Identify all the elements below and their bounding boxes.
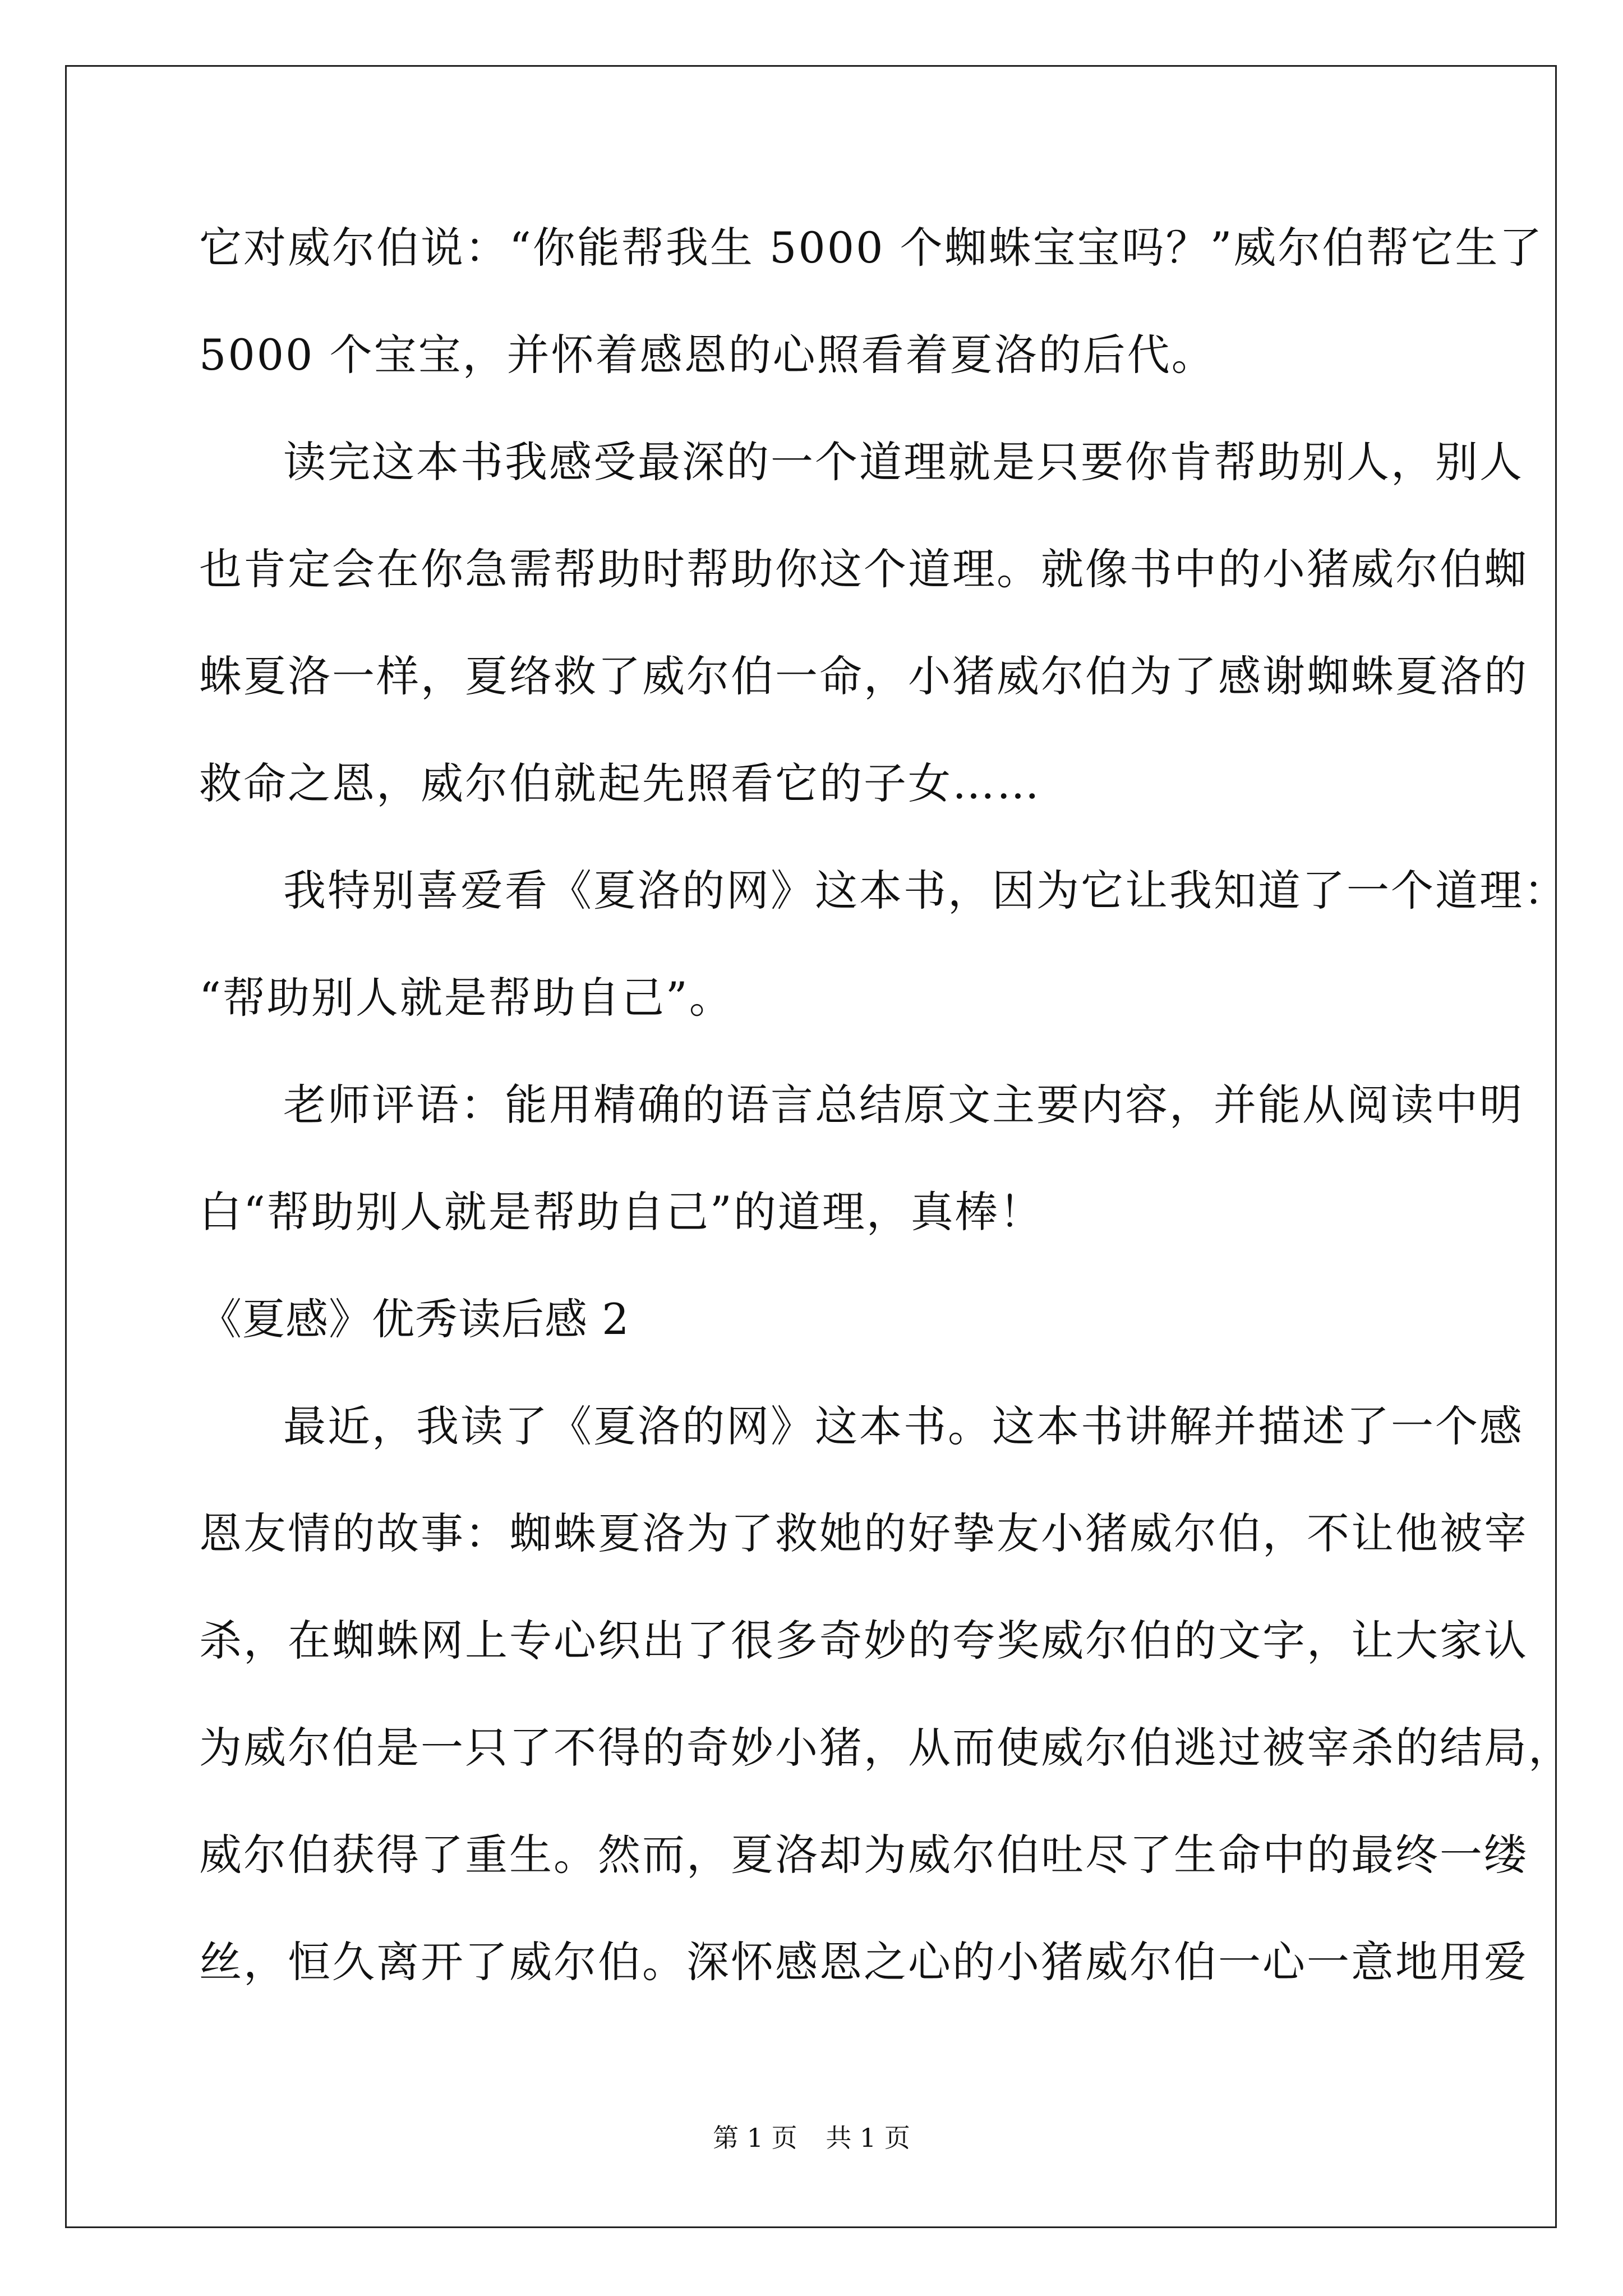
text-line: 恩友情的故事：蜘蛛夏洛为了救她的好挚友小猪威尔伯，不让他被宰 [199,1508,1528,1558]
paragraph-start: 读完这本书我感受最深的一个道理就是只要你肯帮助别人，别人 [283,437,1524,487]
text-line: 杀，在蜘蛛网上专心织出了很多奇妙的夸奖威尔伯的文字，让大家认 [199,1616,1528,1665]
section-heading: 《夏感》优秀读后感 2 [199,1294,630,1344]
paragraph-start: 最近，我读了《夏洛的网》这本书。这本书讲解并描述了一个感 [283,1401,1524,1451]
text-line: 威尔伯获得了重生。然而，夏洛却为威尔伯吐尽了生命中的最终一缕 [199,1830,1528,1880]
paragraph-start: 老师评语：能用精确的语言总结原文主要内容，并能从阅读中明 [283,1080,1524,1130]
page-footer [0,2118,1623,2155]
text-line: 救命之恩，威尔伯就起先照看它的子女…… [199,758,1041,808]
paragraph-start: 我特别喜爱看《夏洛的网》这本书，因为它让我知道了一个道理： [283,866,1568,915]
text-line: 为威尔伯是一只了不得的奇妙小猪，从而使威尔伯逃过被宰杀的结局， [199,1723,1573,1773]
text-line: 蛛夏洛一样，夏络救了威尔伯一命，小猪威尔伯为了感谢蜘蛛夏洛的 [199,651,1528,701]
text-line: 丝，恒久离开了威尔伯。深怀感恩之心的小猪威尔伯一心一意地用爱 [199,1937,1528,1987]
document-body [199,214,1573,2036]
text-line: 5000 个宝宝，并怀着感恩的心照看着夏洛的后代。 [199,330,1216,380]
page-total: 共 1 页 [826,2123,910,2153]
text-line: 白“帮助别人就是帮助自己”的道理，真棒！ [199,1187,1044,1237]
text-line: 它对威尔伯说：“你能帮我生 5000 个蜘蛛宝宝吗？”威尔伯帮它生了 [199,223,1544,273]
text-line: “帮助别人就是帮助自己”。 [199,973,734,1023]
page-number: 第 1 页 [713,2123,797,2153]
text-line: 也肯定会在你急需帮助时帮助你这个道理。就像书中的小猪威尔伯蜘 [199,544,1528,594]
